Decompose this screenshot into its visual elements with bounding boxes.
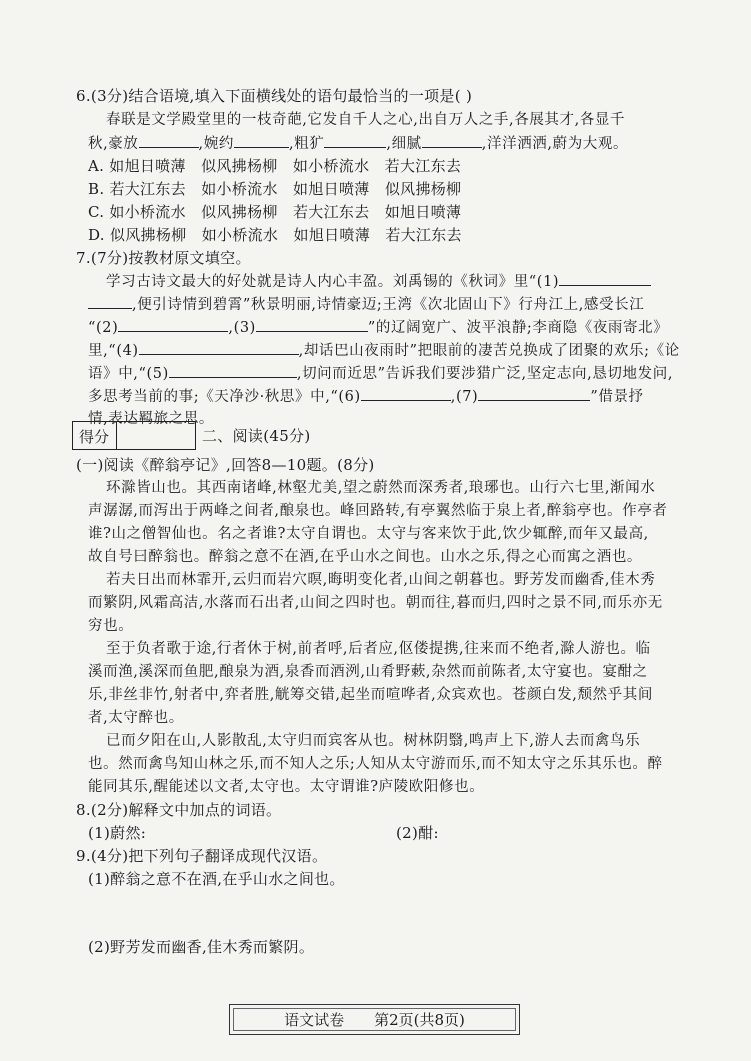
q6-text-e: ,洋洋洒洒,蔚为大观。 xyxy=(481,136,629,152)
q7-stem: 7.(7分)按教材原文填空。 xyxy=(76,249,251,267)
q8-item-2: (2)酣: xyxy=(396,824,439,842)
section-title: 二、阅读(45分) xyxy=(202,427,311,445)
q6-blank-4 xyxy=(422,133,482,148)
q7-blank-7 xyxy=(478,386,590,401)
q7-text: ,(3) xyxy=(228,320,256,336)
footer-subject: 语文试卷 xyxy=(284,1011,345,1029)
q7-line-1 xyxy=(106,271,651,292)
q7-line-3 xyxy=(88,317,668,338)
q6-blank-2 xyxy=(234,133,289,148)
score-label: 得分 xyxy=(79,428,110,446)
passage-line: 谁?山之僧智仙也。名之者谁?太守自谓也。太守与客来饮于此,饮少辄醉,而年又最高, xyxy=(88,526,649,542)
footer-page-number: 第2页(共8页) xyxy=(374,1011,465,1029)
q7-text: ”的辽阔宽广、波平浪静;李商隐《夜雨寄北》 xyxy=(367,320,669,336)
q7-blank-6 xyxy=(361,386,451,401)
q7-text: 学习古诗文最大的好处就是诗人内心丰盈。刘禹锡的《秋词》里“(1) xyxy=(106,274,560,290)
passage-line: 乐,非丝非竹,射者中,弈者胜,觥筹交错,起坐而喧哗者,众宾欢也。苍颜白发,颓然乎其间 xyxy=(88,687,653,703)
passage-line: 声潺潺,而泻出于两峰之间者,酿泉也。峰回路转,有亭翼然临于泉上者,醉翁亭也。作亭者 xyxy=(88,503,668,519)
passage-line: 溪而渔,溪深而鱼肥,酿泉为酒,泉香而酒洌,山肴野蔌,杂然而前陈者,太守宴也。宴酣之 xyxy=(88,664,648,680)
q7-text: ,却话巴山夜雨时”把眼前的凄苦兑换成了团聚的欢乐;《论 xyxy=(298,343,680,359)
q6-option-a: A. 如旭日喷薄 似风拂杨柳 如小桥流水 若大江东去 xyxy=(88,157,462,175)
q7-blank-1a xyxy=(559,271,651,286)
passage-line: 已而夕阳在山,人影散乱,太守归而宾客从也。树林阴翳,鸣声上下,游人去而禽鸟乐 xyxy=(106,733,641,749)
passage-line: 也。然而禽鸟知山林之乐,而不知人之乐;人知从太守游而乐,而不知太守之乐其乐也。醉 xyxy=(88,756,663,772)
q7-blank-5 xyxy=(169,363,297,378)
passage-line: 而繁阴,风霜高洁,水落而石出者,山间之四时也。朝而往,暮而归,四时之景不同,而乐亦无 xyxy=(88,595,663,611)
q6-stem: 6.(3分)结合语境,填入下面横线处的语句最恰当的一项是( ) xyxy=(76,87,473,105)
passage-line: 至于负者歌于途,行者休于树,前者呼,后者应,伛偻提携,往来而不绝者,滁人游也。临 xyxy=(106,641,651,657)
q7-blank-2 xyxy=(118,317,228,332)
q6-blank-1 xyxy=(139,133,199,148)
q9-stem: 9.(4分)把下列句子翻译成现代汉语。 xyxy=(76,847,328,865)
q6-text-d: ,细腻 xyxy=(386,136,422,152)
q6-option-d: D. 似风拂杨柳 如小桥流水 如旭日喷薄 若大江东去 xyxy=(88,226,462,244)
q7-line-4 xyxy=(88,340,680,361)
passage-line: 者,太守醉也。 xyxy=(88,710,184,726)
q7-text: ”借景抒 xyxy=(590,389,644,405)
q6-option-c: C. 如小桥流水 似风拂杨柳 若大江东去 如旭日喷薄 xyxy=(88,203,462,221)
q8-stem: 8.(2分)解释文中加点的词语。 xyxy=(76,801,282,819)
passage-line: 穷也。 xyxy=(88,618,134,634)
q7-line-5 xyxy=(88,363,673,384)
q7-line-7: 情,表达羁旅之思。 xyxy=(88,411,215,427)
q8-item-1: (1)蔚然: xyxy=(88,824,147,842)
passage-line: 环滁皆山也。其西南诸峰,林壑尤美,望之蔚然而深秀者,琅琊也。山行六七里,渐闻水 xyxy=(106,480,656,496)
q6-text-b: ,婉约 xyxy=(198,136,234,152)
q6-option-b: B. 若大江东去 如小桥流水 如旭日喷薄 似风拂杨柳 xyxy=(88,180,462,198)
q7-line-2 xyxy=(88,294,644,315)
score-box-divider xyxy=(116,422,117,449)
passage-line: 若夫日出而林霏开,云归而岩穴暝,晦明变化者,山间之朝暮也。野芳发而幽香,佳木秀 xyxy=(106,572,656,588)
q6-passage-line-2 xyxy=(88,133,628,154)
passage-line: 故自号曰醉翁也。醉翁之意不在酒,在乎山水之间也。山水之乐,得之心而寓之酒也。 xyxy=(88,549,643,565)
q7-text: ,便引诗情到碧霄”秋景明丽,诗情豪迈;王湾《次北固山下》行舟江上,感受长江 xyxy=(132,297,645,313)
q7-text: 多思考当前的事;《天净沙·秋思》中,“(6) xyxy=(88,389,361,405)
q6-blank-3 xyxy=(324,133,386,148)
q6-text-c: ,粗犷 xyxy=(288,136,325,152)
q6-passage-line-1: 春联是文学殿堂里的一枝奇葩,它发自千人之心,出自万人之手,各展其才,各显千 xyxy=(106,112,626,128)
score-box xyxy=(72,421,196,450)
q7-line-6 xyxy=(88,386,644,407)
q7-blank-3 xyxy=(256,317,368,332)
q7-text: 里,“(4) xyxy=(88,343,139,359)
passage-line: 能同其乐,醒能述以文者,太守也。太守谓谁?庐陵欧阳修也。 xyxy=(88,779,485,795)
q9-item-2: (2)野芳发而幽香,佳木秀而繁阴。 xyxy=(88,938,315,956)
q7-text: ,切问而近思”告诉我们要涉猎广泛,坚定志向,恳切地发问, xyxy=(296,366,674,382)
q7-blank-4 xyxy=(139,340,299,355)
q7-text: ,(7) xyxy=(450,389,479,405)
page-footer xyxy=(229,1004,520,1035)
q7-text: “(2) xyxy=(88,320,119,336)
q7-text: 语》中,“(5) xyxy=(88,366,169,382)
q9-item-1: (1)醉翁之意不在酒,在乎山水之间也。 xyxy=(88,870,345,888)
q7-blank-1b xyxy=(88,294,132,309)
q6-text-a: 秋,豪放 xyxy=(88,136,139,152)
reading-subtitle: (一)阅读《醉翁亭记》,回答8—10题。(8分) xyxy=(76,456,375,474)
